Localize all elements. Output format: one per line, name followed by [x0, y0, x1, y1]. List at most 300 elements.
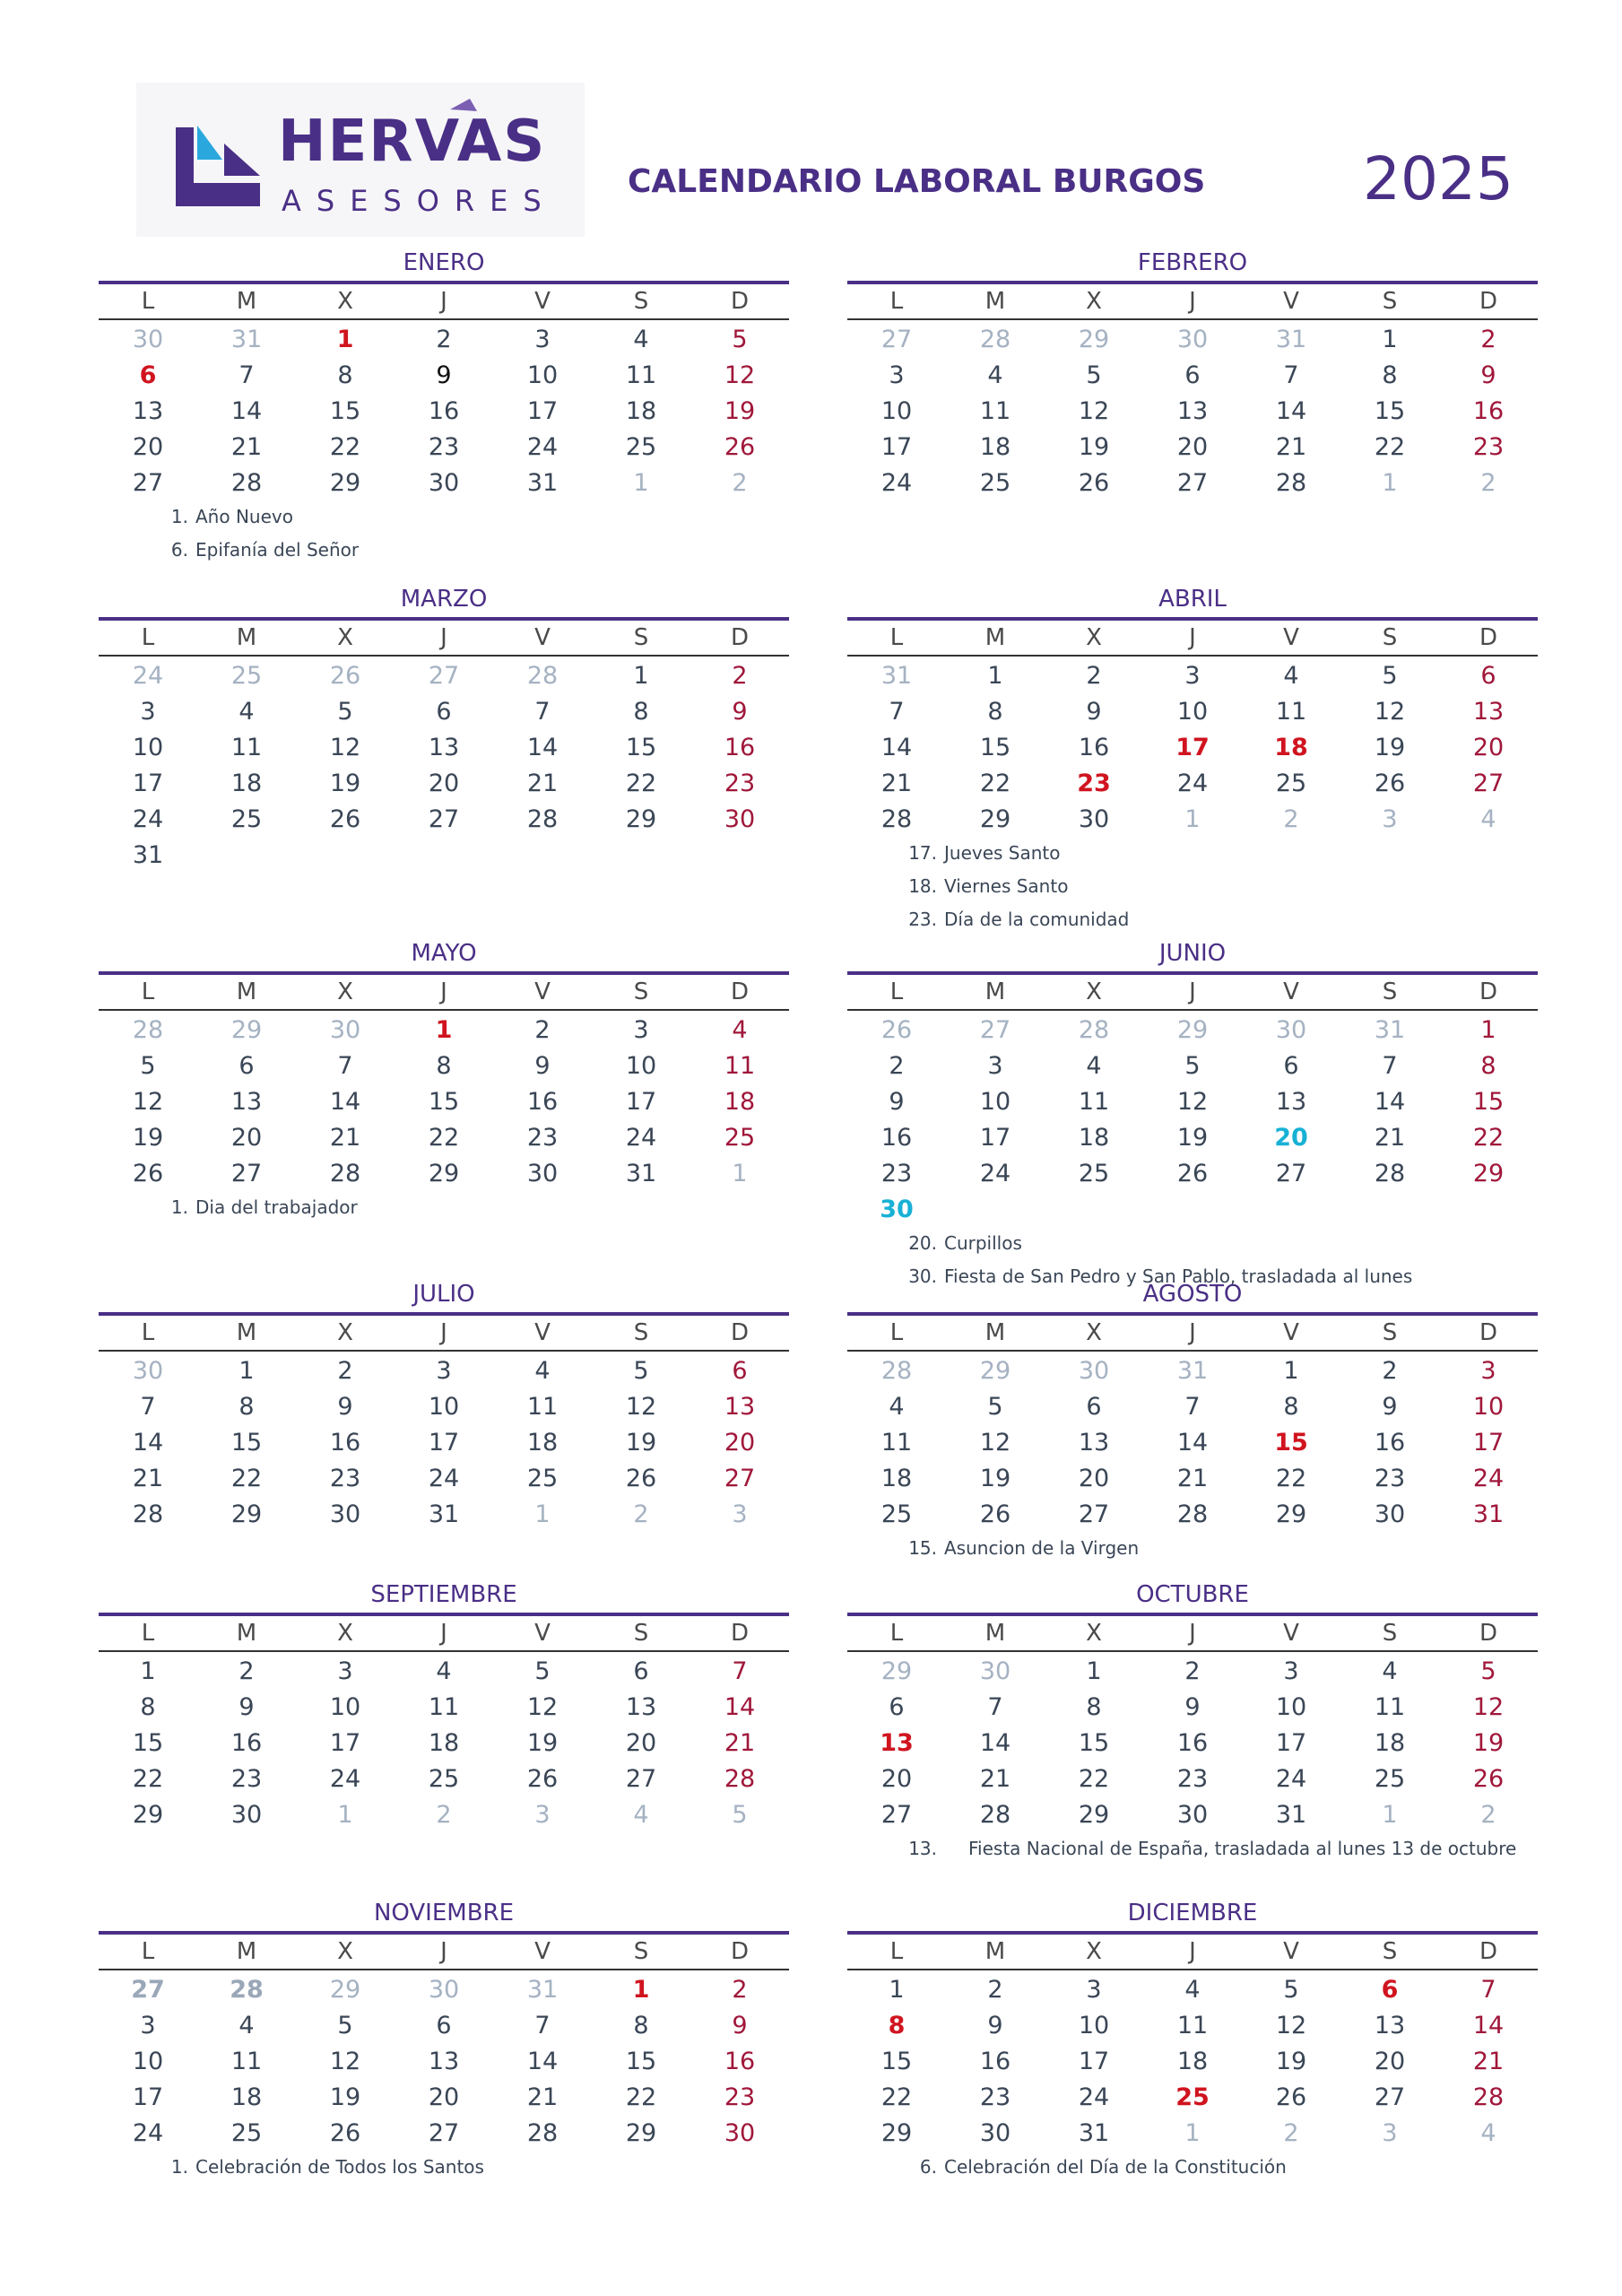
day-cell: 13 — [724, 1393, 756, 1421]
day-cell: 4 — [534, 1357, 551, 1385]
day-cell: 4 — [732, 1016, 748, 1044]
note-day: 18. — [908, 875, 937, 897]
day-cell: 15 — [230, 1429, 263, 1457]
weekday-row — [847, 286, 1538, 317]
day-cell: 13 — [1275, 1088, 1307, 1116]
day-cell: 4 — [987, 361, 1003, 389]
day-cell: 5 — [337, 698, 353, 726]
day-cell: 20 — [1374, 2048, 1406, 2075]
weekday-label: M — [236, 978, 257, 1005]
day-cell: 21 — [526, 2083, 559, 2111]
day-cell: 11 — [880, 1429, 913, 1457]
weekday-label: V — [534, 1319, 551, 1346]
month-header-bar — [99, 1613, 789, 1616]
note-text: Dia del trabajador — [195, 1196, 358, 1218]
day-cell: 26 — [1078, 469, 1110, 497]
day-cell: 18 — [880, 1465, 913, 1492]
day-cell: 5 — [732, 326, 748, 353]
day-cell: 16 — [526, 1088, 559, 1116]
weekday-label: S — [633, 1938, 649, 1965]
day-cell: 8 — [1382, 361, 1398, 389]
day-cell: 26 — [132, 1160, 164, 1187]
day-cell: 13 — [625, 1693, 657, 1721]
weekday-label: V — [534, 288, 551, 315]
weekday-label: M — [236, 1620, 257, 1647]
day-cell: 27 — [131, 1976, 165, 2004]
weekday-label: L — [141, 624, 155, 651]
weekday-label: L — [141, 288, 155, 315]
weekday-label: V — [1283, 288, 1299, 315]
holiday-day: 17 — [1175, 734, 1210, 761]
note-text: Celebración del Día de la Constitución — [944, 2156, 1287, 2178]
day-cell: 22 — [1078, 1765, 1110, 1793]
day-cell: 25 — [230, 805, 263, 833]
day-cell: 11 — [428, 1693, 460, 1721]
weekday-label: J — [1189, 624, 1196, 651]
weekday-label: S — [633, 978, 649, 1005]
day-cell: 4 — [1184, 1976, 1201, 2004]
weekday-label: M — [984, 288, 1006, 315]
day-cell: 6 — [889, 1693, 905, 1721]
day-cell: 30 — [979, 2119, 1011, 2147]
day-cell: 10 — [625, 1052, 657, 1080]
day-cell: 4 — [239, 2012, 255, 2039]
day-cell: 26 — [880, 1016, 913, 1044]
weekday-label: X — [1086, 978, 1102, 1005]
day-cell: 24 — [132, 662, 164, 690]
day-cell: 3 — [1382, 2119, 1398, 2147]
note-day: 6. — [919, 2156, 937, 2178]
day-cell: 29 — [329, 469, 361, 497]
day-cell: 28 — [880, 1357, 913, 1385]
note-day: 15. — [908, 1537, 937, 1559]
day-cell: 2 — [633, 1500, 649, 1528]
day-cell: 11 — [1176, 2012, 1209, 2039]
day-cell: 30 — [1176, 1801, 1209, 1829]
day-cell: 24 — [132, 2119, 164, 2147]
day-cell: 16 — [724, 734, 756, 761]
weekday-divider — [99, 1009, 789, 1011]
company-logo — [136, 83, 585, 237]
day-cell: 9 — [1184, 1693, 1201, 1721]
day-cell: 17 — [526, 397, 559, 425]
day-cell: 9 — [889, 1088, 905, 1116]
day-cell: 1 — [1382, 326, 1398, 353]
day-cell: 24 — [1275, 1765, 1307, 1793]
day-cell: 29 — [625, 805, 657, 833]
day-cell: 10 — [1078, 2012, 1110, 2039]
day-cell: 9 — [1382, 1393, 1398, 1421]
weekday-divider — [99, 318, 789, 320]
weekday-label: X — [1086, 1319, 1102, 1346]
weekday-label: V — [534, 978, 551, 1005]
day-cell: 20 — [230, 1124, 263, 1152]
day-cell: 20 — [1176, 433, 1209, 461]
weekday-label: D — [1479, 1938, 1498, 1965]
day-cell: 10 — [880, 397, 913, 425]
day-cell: 9 — [732, 2012, 748, 2039]
day-cell: 14 — [526, 2048, 559, 2075]
day-cell: 30 — [526, 1160, 559, 1187]
weekday-label: S — [633, 624, 649, 651]
note-text: Fiesta de San Pedro y San Pablo, trasladada al lunes — [944, 1265, 1413, 1287]
day-cell: 30 — [1374, 1500, 1406, 1528]
weekday-divider — [847, 1650, 1538, 1652]
day-cell: 8 — [633, 698, 649, 726]
weekday-divider — [99, 1650, 789, 1652]
weekday-label: L — [141, 1938, 155, 1965]
weekday-label: X — [337, 288, 353, 315]
day-cell: 2 — [436, 1801, 452, 1829]
day-cell: 22 — [625, 2083, 657, 2111]
day-cell: 12 — [625, 1393, 657, 1421]
day-cell: 14 — [329, 1088, 361, 1116]
day-cell: 30 — [132, 1357, 164, 1385]
day-cell: 30 — [1176, 326, 1209, 353]
weekday-row — [847, 1936, 1538, 1967]
month-name: DICIEMBRE — [1127, 1900, 1258, 1926]
day-cell: 2 — [337, 1357, 353, 1385]
note-text: Fiesta Nacional de España, trasladada al lunes 13 de octubre — [968, 1838, 1517, 1859]
weekday-label: L — [141, 978, 155, 1005]
day-cell: 21 — [329, 1124, 361, 1152]
day-cell: 16 — [1472, 397, 1505, 425]
day-cell: 28 — [1472, 2083, 1505, 2111]
day-cell: 27 — [979, 1016, 1011, 1044]
day-cell: 28 — [132, 1500, 164, 1528]
day-cell: 2 — [732, 469, 748, 497]
weekday-row — [99, 1618, 789, 1648]
day-cell: 27 — [428, 805, 460, 833]
day-cell: 1 — [633, 469, 649, 497]
month-header-bar — [99, 1931, 789, 1935]
day-cell: 1 — [1283, 1357, 1299, 1385]
day-cell: 19 — [979, 1465, 1011, 1492]
weekday-label: L — [889, 288, 904, 315]
day-cell: 20 — [880, 1765, 913, 1793]
weekday-label: S — [1382, 1620, 1398, 1647]
day-cell: 27 — [1275, 1160, 1307, 1187]
day-cell: 19 — [132, 1124, 164, 1152]
month-name: AGOSTO — [1142, 1281, 1243, 1308]
day-cell: 9 — [987, 2012, 1003, 2039]
day-cell: 5 — [1480, 1657, 1496, 1685]
month-name: JUNIO — [1158, 940, 1227, 967]
day-cell: 6 — [633, 1657, 649, 1685]
day-cell: 27 — [428, 2119, 460, 2147]
day-cell: 29 — [880, 2119, 913, 2147]
day-cell: 10 — [132, 2048, 164, 2075]
day-cell: 1 — [1184, 805, 1201, 833]
holiday-day: 1 — [336, 326, 354, 353]
weekday-row — [99, 1318, 789, 1348]
day-cell: 20 — [625, 1729, 657, 1757]
day-cell: 1 — [140, 1657, 156, 1685]
day-cell: 5 — [1184, 1052, 1201, 1080]
day-cell: 9 — [1480, 361, 1496, 389]
day-cell: 9 — [337, 1393, 353, 1421]
day-cell: 12 — [979, 1429, 1011, 1457]
day-cell: 18 — [1078, 1124, 1110, 1152]
day-cell: 3 — [987, 1052, 1003, 1080]
day-cell: 30 — [1078, 805, 1110, 833]
weekday-divider — [847, 1350, 1538, 1352]
day-cell: 6 — [732, 1357, 748, 1385]
weekday-label: L — [889, 1938, 904, 1965]
day-cell: 23 — [329, 1465, 361, 1492]
day-cell: 12 — [1275, 2012, 1307, 2039]
day-cell: 23 — [1374, 1465, 1406, 1492]
day-cell: 31 — [625, 1160, 657, 1187]
day-cell: 17 — [625, 1088, 657, 1116]
weekday-row — [99, 622, 789, 653]
day-cell: 27 — [1078, 1500, 1110, 1528]
weekday-label: M — [236, 1319, 257, 1346]
day-cell: 20 — [1472, 734, 1505, 761]
day-cell: 14 — [1176, 1429, 1209, 1457]
day-cell: 23 — [1472, 433, 1505, 461]
day-cell: 18 — [230, 770, 263, 797]
month-header-bar — [99, 1312, 789, 1316]
weekday-divider — [99, 1350, 789, 1352]
day-cell: 12 — [1472, 1693, 1505, 1721]
day-cell: 17 — [1472, 1429, 1505, 1457]
day-cell: 24 — [428, 1465, 460, 1492]
day-cell: 3 — [534, 326, 551, 353]
month-name: MAYO — [411, 940, 477, 967]
day-cell: 11 — [1078, 1088, 1110, 1116]
month-name: SEPTIEMBRE — [370, 1581, 517, 1608]
day-cell: 21 — [1374, 1124, 1406, 1152]
day-cell: 5 — [337, 2012, 353, 2039]
day-cell: 27 — [428, 662, 460, 690]
day-cell: 14 — [1472, 2012, 1505, 2039]
day-cell: 2 — [1480, 326, 1496, 353]
day-cell: 5 — [534, 1657, 551, 1685]
day-cell: 4 — [1283, 662, 1299, 690]
day-cell: 22 — [230, 1465, 263, 1492]
day-cell: 4 — [889, 1393, 905, 1421]
holiday-day: 15 — [1274, 1429, 1308, 1457]
weekday-label: J — [1189, 1938, 1196, 1965]
day-cell: 26 — [329, 662, 361, 690]
day-cell: 22 — [1374, 433, 1406, 461]
note-text: Año Nuevo — [195, 506, 293, 527]
weekday-label: J — [440, 1620, 447, 1647]
day-cell: 9 — [534, 1052, 551, 1080]
day-cell: 15 — [428, 1088, 460, 1116]
day-cell: 14 — [132, 1429, 164, 1457]
day-cell: 29 — [1176, 1016, 1209, 1044]
day-cell: 17 — [1078, 2048, 1110, 2075]
day-cell: 10 — [1176, 698, 1209, 726]
day-cell: 6 — [1184, 361, 1201, 389]
day-cell: 26 — [329, 2119, 361, 2147]
day-cell: 2 — [1283, 805, 1299, 833]
holiday-day: 13 — [880, 1729, 914, 1757]
day-cell: 31 — [428, 1500, 460, 1528]
day-cell: 28 — [526, 805, 559, 833]
holiday-day: 6 — [139, 361, 157, 389]
day-cell: 14 — [979, 1729, 1011, 1757]
month-header-bar — [99, 281, 789, 284]
day-cell: 14 — [1374, 1088, 1406, 1116]
day-cell: 11 — [230, 2048, 263, 2075]
day-cell: 3 — [1480, 1357, 1496, 1385]
day-cell: 2 — [1086, 662, 1102, 690]
day-cell: 15 — [625, 734, 657, 761]
day-cell: 2 — [1184, 1657, 1201, 1685]
day-cell: 24 — [625, 1124, 657, 1152]
weekday-label: M — [984, 1620, 1006, 1647]
day-cell: 1 — [1480, 1016, 1496, 1044]
day-cell: 18 — [1374, 1729, 1406, 1757]
month-name: OCTUBRE — [1136, 1581, 1249, 1608]
day-cell: 24 — [880, 469, 913, 497]
day-cell: 1 — [889, 1976, 905, 2004]
day-cell: 28 — [979, 1801, 1011, 1829]
day-cell: 25 — [1275, 770, 1307, 797]
day-cell: 31 — [1176, 1357, 1209, 1385]
day-cell: 10 — [329, 1693, 361, 1721]
day-cell: 13 — [230, 1088, 263, 1116]
day-cell: 25 — [526, 1465, 559, 1492]
note-day: 1. — [170, 1196, 188, 1218]
day-cell: 23 — [230, 1765, 263, 1793]
day-cell: 31 — [880, 662, 913, 690]
day-cell: 9 — [436, 361, 452, 389]
weekday-label: D — [730, 978, 750, 1005]
day-cell: 28 — [526, 662, 559, 690]
weekday-label: D — [730, 624, 750, 651]
day-cell: 30 — [230, 1801, 263, 1829]
day-cell: 8 — [633, 2012, 649, 2039]
day-cell: 23 — [724, 2083, 756, 2111]
weekday-label: D — [730, 1319, 750, 1346]
day-cell: 22 — [1472, 1124, 1505, 1152]
day-cell: 4 — [436, 1657, 452, 1685]
day-cell: 6 — [1283, 1052, 1299, 1080]
logo-word: HERVAS — [278, 109, 547, 175]
weekday-label: S — [633, 1319, 649, 1346]
day-cell: 26 — [526, 1765, 559, 1793]
weekday-label: D — [1479, 1319, 1498, 1346]
weekday-label: D — [1479, 624, 1498, 651]
day-cell: 30 — [329, 1016, 361, 1044]
day-cell: 26 — [1374, 770, 1406, 797]
weekday-label: V — [1283, 1620, 1299, 1647]
day-cell: 3 — [140, 698, 156, 726]
day-cell: 23 — [880, 1160, 913, 1187]
day-cell: 17 — [880, 433, 913, 461]
logo-subtitle: ASESORES — [282, 184, 557, 218]
day-cell: 15 — [625, 2048, 657, 2075]
day-cell: 4 — [1382, 1657, 1398, 1685]
day-cell: 31 — [1374, 1016, 1406, 1044]
holiday-day: 25 — [1175, 2083, 1210, 2111]
day-cell: 25 — [724, 1124, 756, 1152]
weekday-label: D — [1479, 1620, 1498, 1647]
day-cell: 19 — [329, 2083, 361, 2111]
weekday-label: M — [236, 1938, 257, 1965]
day-cell: 25 — [428, 1765, 460, 1793]
day-cell: 21 — [230, 433, 263, 461]
day-cell: 3 — [732, 1500, 748, 1528]
weekday-label: D — [1479, 978, 1498, 1005]
day-cell: 13 — [1374, 2012, 1406, 2039]
month-header-bar — [847, 1931, 1538, 1935]
month-marzo — [99, 583, 789, 906]
month-julio — [99, 1278, 789, 1601]
day-cell: 24 — [132, 805, 164, 833]
day-cell: 7 — [987, 1693, 1003, 1721]
weekday-label: L — [889, 1620, 904, 1647]
day-cell: 25 — [1078, 1160, 1110, 1187]
day-cell: 28 — [230, 1976, 264, 2004]
day-cell: 1 — [534, 1500, 551, 1528]
day-cell: 12 — [329, 734, 361, 761]
day-cell: 31 — [526, 1976, 559, 2004]
day-cell: 29 — [428, 1160, 460, 1187]
day-cell: 7 — [732, 1657, 748, 1685]
weekday-label: X — [337, 1319, 353, 1346]
calendar-year: 2025 — [1363, 144, 1514, 213]
day-cell: 24 — [979, 1160, 1011, 1187]
day-cell: 19 — [1374, 734, 1406, 761]
weekday-label: X — [1086, 1620, 1102, 1647]
month-septiembre — [99, 1578, 789, 1901]
day-cell: 30 — [1275, 1016, 1307, 1044]
day-cell: 3 — [337, 1657, 353, 1685]
day-cell: 18 — [625, 397, 657, 425]
day-cell: 4 — [633, 326, 649, 353]
day-cell: 29 — [1078, 1801, 1110, 1829]
day-cell: 5 — [1382, 662, 1398, 690]
day-cell: 24 — [1078, 2083, 1110, 2111]
weekday-label: L — [889, 978, 904, 1005]
day-cell: 30 — [132, 326, 164, 353]
day-cell: 16 — [1078, 734, 1110, 761]
day-cell: 7 — [534, 2012, 551, 2039]
weekday-row — [99, 977, 789, 1007]
weekday-label: M — [236, 624, 257, 651]
day-cell: 7 — [1480, 1976, 1496, 2004]
day-cell: 7 — [1283, 361, 1299, 389]
day-cell: 20 — [1078, 1465, 1110, 1492]
day-cell: 12 — [132, 1088, 164, 1116]
day-cell: 26 — [979, 1500, 1011, 1528]
local-holiday-day: 30 — [880, 1196, 914, 1223]
day-cell: 2 — [732, 1976, 748, 2004]
day-cell: 3 — [436, 1357, 452, 1385]
day-cell: 15 — [880, 2048, 913, 2075]
month-name: FEBRERO — [1137, 249, 1248, 276]
month-name: NOVIEMBRE — [373, 1900, 515, 1926]
day-cell: 2 — [1480, 1801, 1496, 1829]
day-cell: 21 — [1275, 433, 1307, 461]
day-cell: 1 — [239, 1357, 255, 1385]
day-cell: 13 — [132, 397, 164, 425]
day-cell: 28 — [329, 1160, 361, 1187]
day-cell: 1 — [987, 662, 1003, 690]
day-cell: 26 — [329, 805, 361, 833]
day-cell: 17 — [979, 1124, 1011, 1152]
holiday-day: 8 — [888, 2012, 906, 2039]
note-text: Celebración de Todos los Santos — [195, 2156, 484, 2178]
day-cell: 26 — [1472, 1765, 1505, 1793]
day-cell: 1 — [1382, 469, 1398, 497]
day-cell: 9 — [239, 1693, 255, 1721]
